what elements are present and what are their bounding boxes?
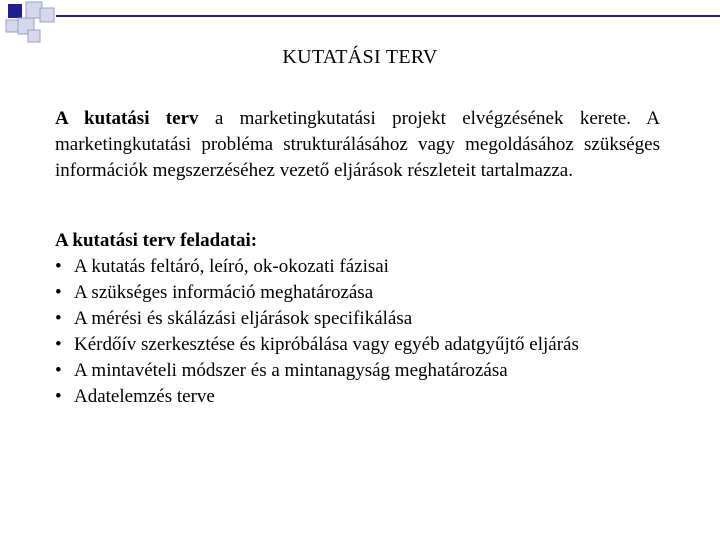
list-item: [55, 254, 675, 280]
tasks-heading: A kutatási terv feladatai:: [55, 230, 258, 251]
list-item-text: A kutatás feltáró, leíró, ok-okozati fázisai: [74, 256, 389, 277]
list-item-text: A szükséges információ meghatározása: [74, 282, 374, 303]
list-item-text: Kérdőív szerkesztése és kipróbálása vagy egyéb adatgyűjtő eljárás: [74, 334, 579, 355]
bullet-icon: •: [55, 360, 62, 381]
list-item-text: A mérési és skálázási eljárások specifikálása: [74, 308, 413, 329]
corner-decoration: [0, 0, 720, 50]
bullet-icon: •: [55, 308, 62, 329]
light-square: [40, 8, 54, 22]
intro-text: a marketingkutatási projekt elvégzésének kerete. A marketingkutatási probléma strukturálásához vagy megoldásához szükséges információk megszerzéséhez vezető eljárások részleteit tartalmazza.: [55, 108, 660, 181]
list-item-text: Adatelemzés terve: [74, 386, 215, 407]
list-item: [55, 280, 675, 306]
task-list: [55, 254, 675, 410]
list-item: [55, 306, 675, 332]
bullet-icon: •: [55, 334, 62, 355]
bullet-icon: •: [55, 282, 62, 303]
list-item: [55, 384, 675, 410]
intro-lead: A kutatási terv: [55, 108, 199, 129]
list-item: [55, 358, 675, 384]
bullet-icon: •: [55, 256, 62, 277]
light-square: [6, 20, 18, 32]
list-item: [55, 332, 675, 358]
light-square: [28, 30, 40, 42]
intro-paragraph: [55, 106, 660, 184]
dark-square: [8, 4, 22, 18]
list-item-text: A mintavételi módszer és a mintanagyság meghatározása: [74, 360, 508, 381]
slide-title: KUTATÁSI TERV: [282, 46, 438, 68]
tasks-section: [55, 228, 675, 410]
bullet-icon: •: [55, 386, 62, 407]
